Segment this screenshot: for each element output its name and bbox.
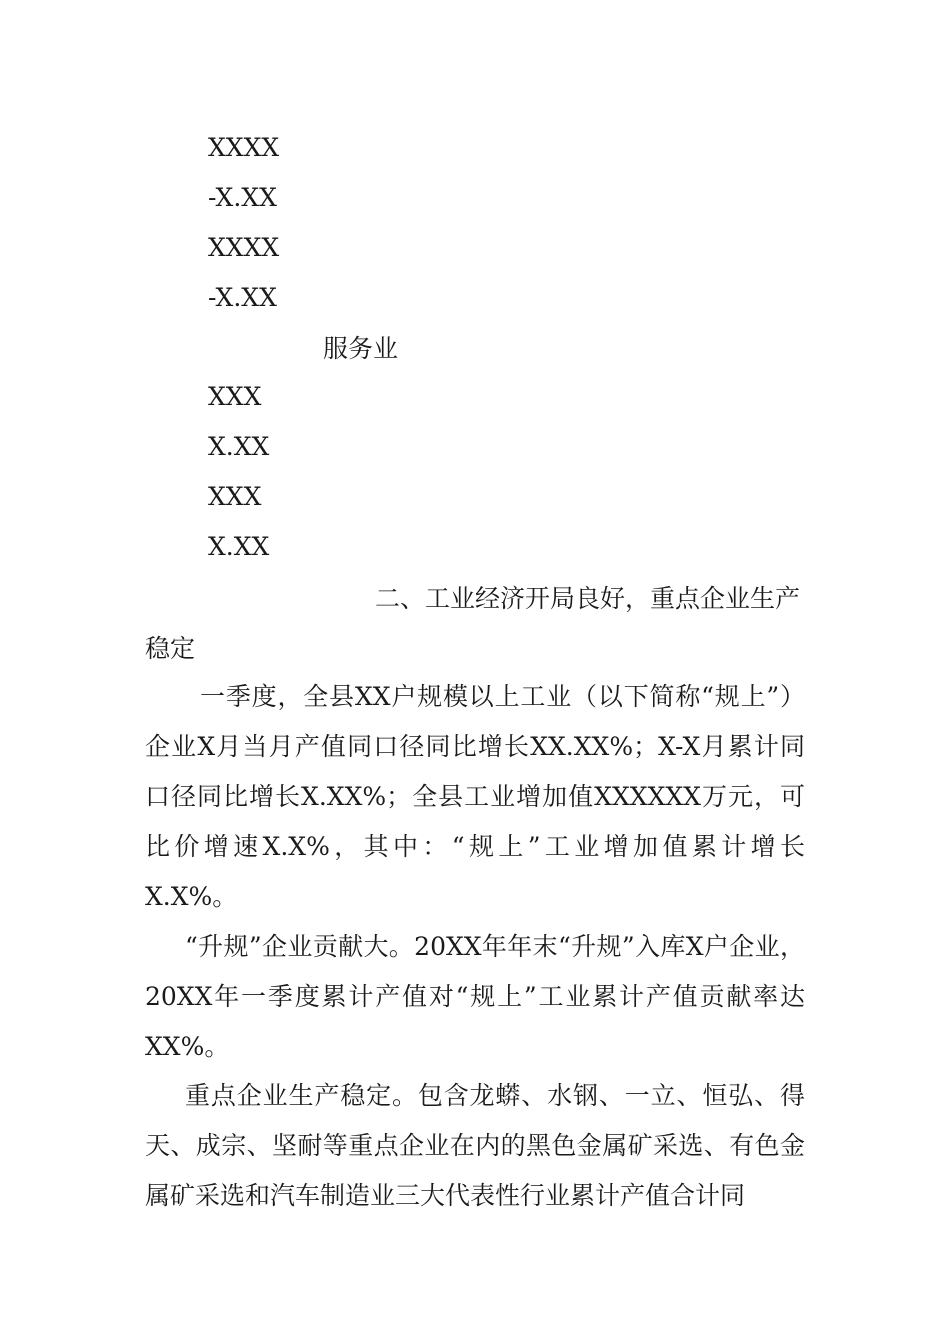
section-heading bbox=[145, 584, 805, 664]
table-category-label: 服务业 bbox=[323, 334, 399, 363]
table-cell-value: X.XX bbox=[208, 432, 270, 461]
table-cell-value: -X.XX bbox=[208, 183, 277, 212]
table-cell-value: XXX bbox=[208, 482, 262, 511]
table-cell-value: XXXX bbox=[208, 133, 280, 162]
paragraph-upgrade-enterprises: “升规”企业贡献大。20XX年年末“升规”入库X户企业，20XX年一季度累计产值对“规上”工业累计产值贡献率达XX%。 bbox=[145, 932, 805, 1061]
section-heading-line1: 二、工业经济开局良好，重点企业生产 bbox=[375, 584, 801, 613]
table-cell-value: XXX bbox=[208, 382, 262, 411]
table-cell-value: -X.XX bbox=[208, 283, 277, 312]
table-cell-value: XXXX bbox=[208, 233, 280, 262]
paragraph-industrial-summary: 一季度，全县XX户规模以上工业（以下简称“规上”）企业X月当月产值同口径同比增长XX.XX%；X-X月累计同口径同比增长X.XX%；全县工业增加值XXXXXX万元，可比价增速X.X%，其中：“规上”工业增加值累计增长X.X%。 bbox=[145, 682, 805, 911]
paragraph-key-enterprises: 重点企业生产稳定。包含龙蟒、水钢、一立、恒弘、得天、成宗、坚耐等重点企业在内的黑色金属矿采选、有色金属矿采选和汽车制造业三大代表性行业累计产值合计同 bbox=[145, 1081, 805, 1210]
section-heading-line2: 稳定 bbox=[145, 634, 196, 663]
table-cell-value: X.XX bbox=[208, 532, 270, 561]
